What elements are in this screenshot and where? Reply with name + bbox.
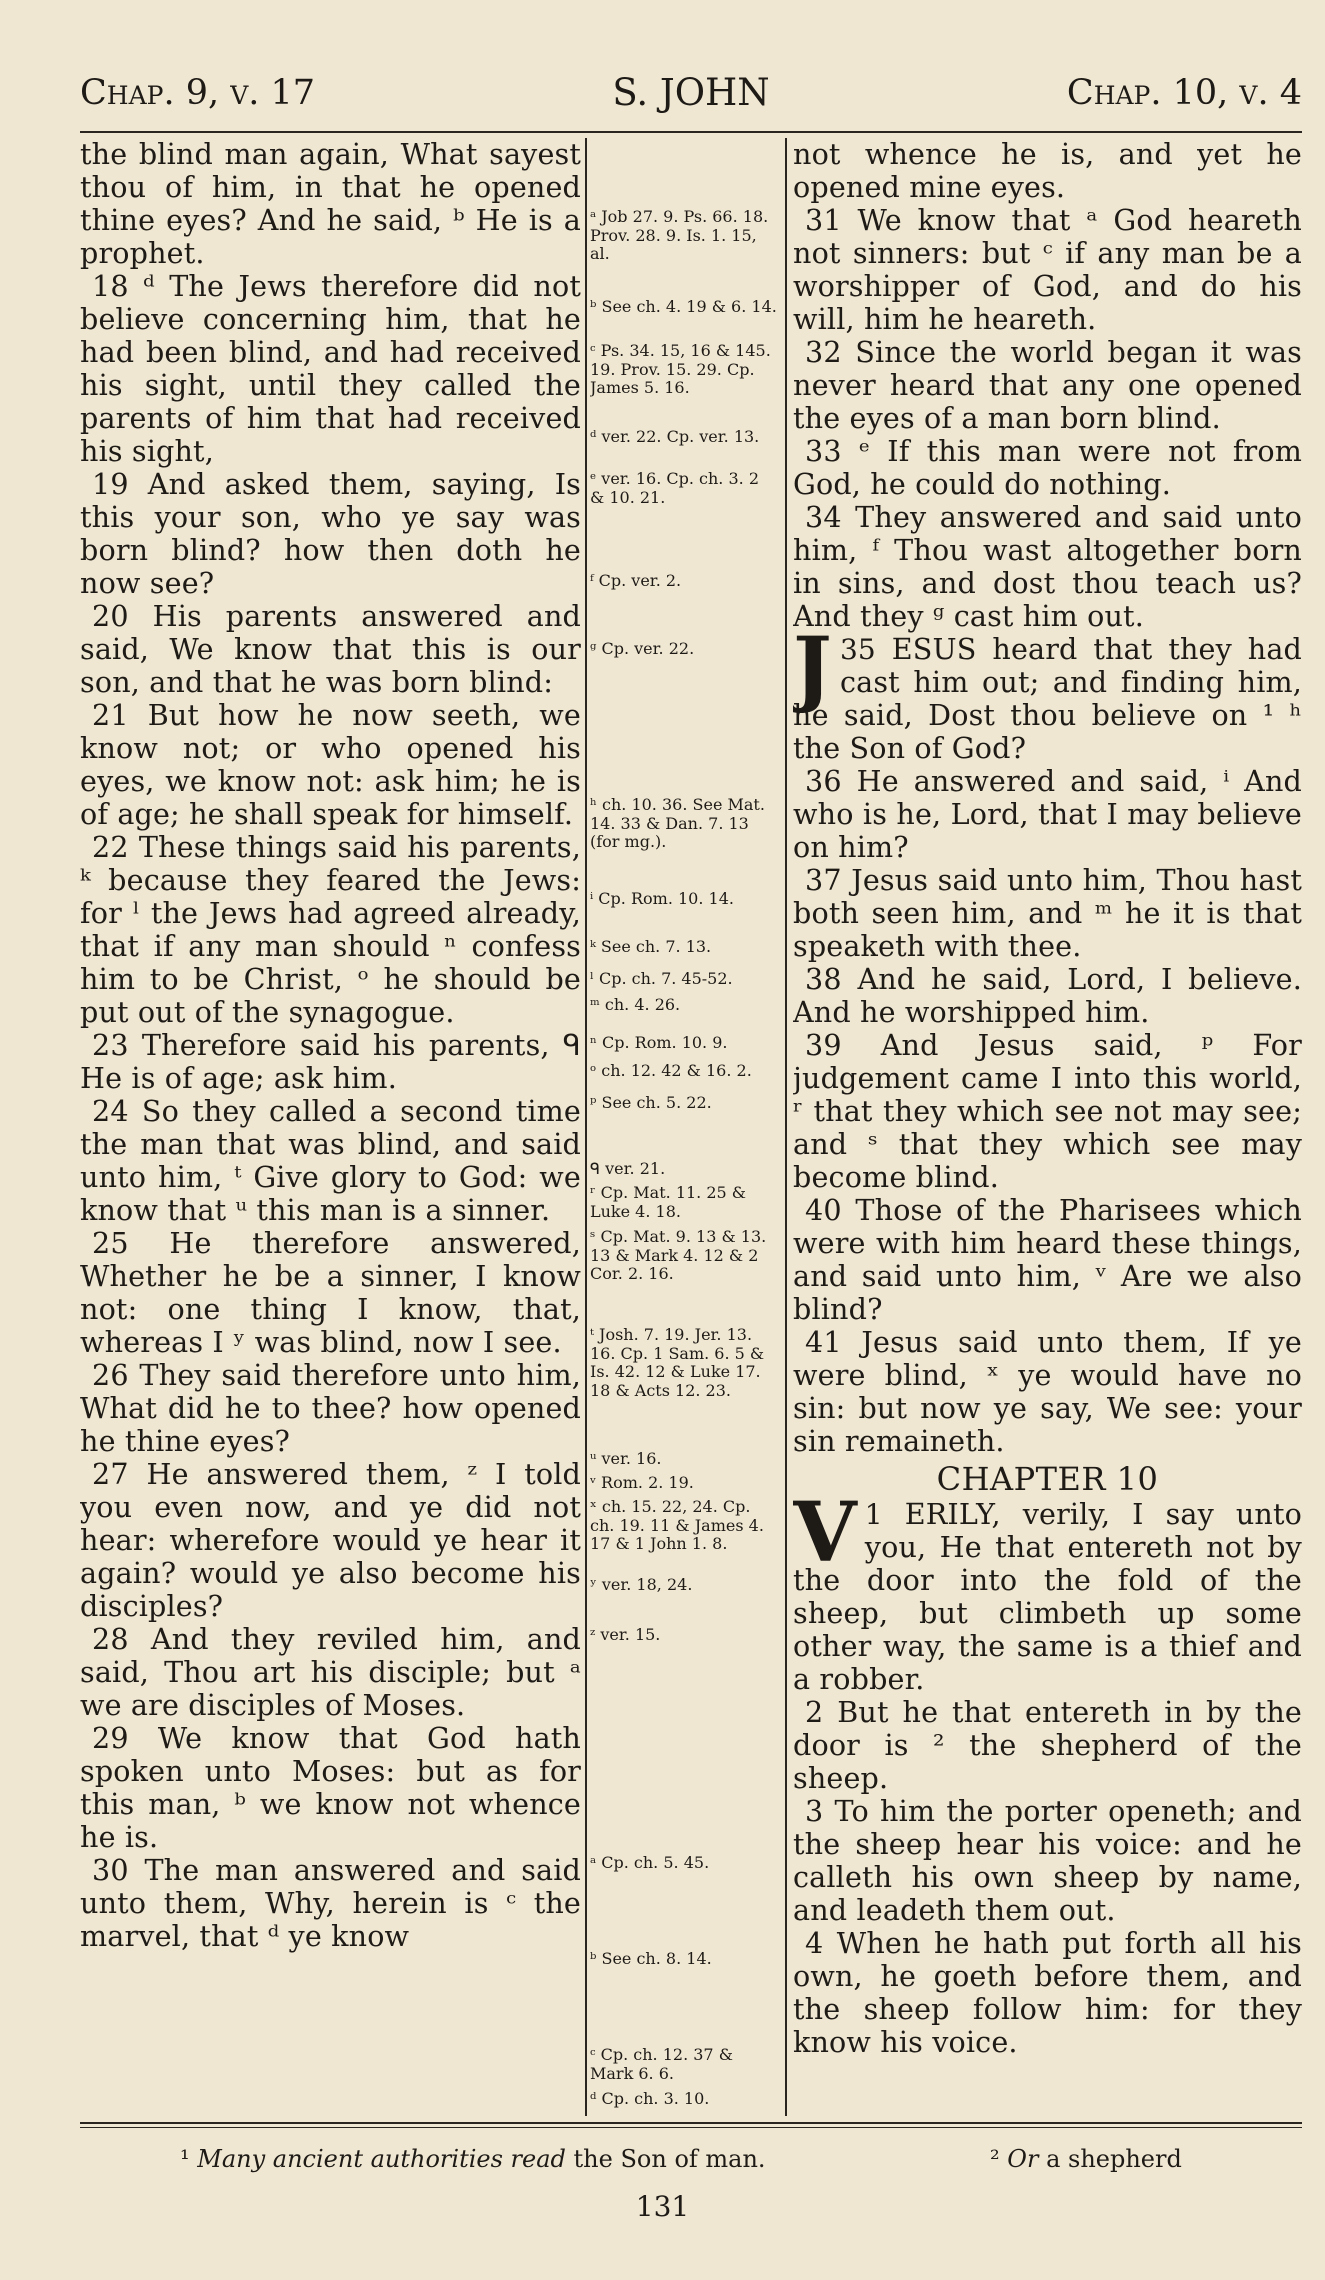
header-rule bbox=[80, 131, 1302, 133]
verse-paragraph: 39 And Jesus said, ᵖ For judgement came I into this world, ʳ that they which see not may see; and ˢ that they which see may become blind. bbox=[793, 1028, 1302, 1194]
footer-rule bbox=[80, 2122, 1302, 2124]
running-header bbox=[80, 70, 1302, 122]
verse-paragraph: 18 ᵈ The Jews therefore did not believe concerning him, that he had been blind, and had received his sight, until they called the parents of him that had received his sight, bbox=[80, 269, 581, 468]
margin-note: ᵘ ver. 16. bbox=[590, 1449, 662, 1468]
footnote-text: a shepherd bbox=[1046, 2145, 1182, 2173]
verse-number: 35 bbox=[839, 633, 876, 666]
margin-note: ᵈ ver. 22. Cp. ver. 13. bbox=[590, 427, 760, 446]
footnote-marker: ² bbox=[990, 2145, 1000, 2173]
footnote-italic-text: Many ancient authorities read bbox=[197, 2145, 566, 2173]
margin-note: ˢ Cp. Mat. 9. 13 & 13. 13 & Mark 4. 12 & 2 Cor. 2. 16. bbox=[590, 1227, 767, 1283]
verse-paragraph: 32 Since the world began it was never heard that any one opened the eyes of a man born blind. bbox=[793, 335, 1302, 435]
chapter-10-verse-1-paragraph bbox=[793, 1485, 1302, 1696]
margin-note: ˣ ch. 15. 22, 24. Cp. ch. 19. 11 & James 4. 17 & 1 John 1. 8. bbox=[590, 1497, 764, 1553]
margin-note: ᶻ ver. 15. bbox=[590, 1625, 661, 1644]
margin-note: ᶜ Cp. ch. 12. 37 & Mark 6. 6. bbox=[590, 2045, 733, 2083]
margin-note: ᵃ Job 27. 9. Ps. 66. 18. Prov. 28. 9. Is. 1. 15, al. bbox=[590, 207, 769, 263]
verse-paragraph: 19 And asked them, saying, Is this your son, who ye say was born blind? how then doth he now see? bbox=[80, 467, 581, 600]
margin-note: ᵃ Cp. ch. 5. 45. bbox=[590, 1853, 710, 1872]
cross-reference-column bbox=[590, 138, 780, 2116]
margin-note: ᵒ ch. 12. 42 & 16. 2. bbox=[590, 1061, 752, 1080]
verse-paragraph: 24 So they called a second time the man that was blind, and said unto him, ᵗ Give glory to God: we know that ᵘ this man is a sinner. bbox=[80, 1094, 581, 1227]
column-divider-left bbox=[585, 138, 587, 2116]
verse-paragraph: 37 Jesus said unto him, Thou hast both seen him, and ᵐ he it is that speaketh with thee. bbox=[793, 863, 1302, 963]
drop-cap-letter: V bbox=[793, 1485, 857, 1581]
verse-paragraph: 25 He therefore answered, Whether he be a sinner, I know not: one thing I know, that, whereas I ʸ was blind, now I see. bbox=[80, 1226, 581, 1359]
margin-note: ᵇ See ch. 4. 19 & 6. 14. bbox=[590, 297, 777, 316]
header-left-reference: Chap. 9, v. 17 bbox=[80, 73, 316, 113]
verse-text: ERILY, verily, I say unto you, He that entereth not by the door into the fold of the sheep, but climbeth up some other way, the same is a thief and a robber. bbox=[793, 1497, 1302, 1696]
margin-note: ᶠ Cp. ver. 2. bbox=[590, 571, 682, 590]
verse-paragraph: 3 To him the porter openeth; and the sheep hear his voice: and he calleth his own sheep by name, and leadeth them out. bbox=[793, 1794, 1302, 1927]
verse-paragraph: 40 Those of the Pharisees which were with him heard these things, and said unto him, ᵛ Are we also blind? bbox=[793, 1193, 1302, 1326]
margin-note: ᶜ Ps. 34. 15, 16 & 145. 19. Prov. 15. 29. Cp. James 5. 16. bbox=[590, 341, 771, 397]
margin-note: ᵖ See ch. 5. 22. bbox=[590, 1093, 712, 1112]
footnote-text: the Son of man. bbox=[573, 2145, 766, 2173]
verse-paragraph: 26 They said therefore unto him, What did he to thee? how opened he thine eyes? bbox=[80, 1358, 581, 1458]
margin-note: ᵛ Rom. 2. 19. bbox=[590, 1473, 694, 1492]
right-text-column bbox=[793, 138, 1302, 2116]
verse-text: ESUS heard that they had cast him out; and finding him, he said, Dost thou believe on ¹ ʰ the Son of God? bbox=[793, 632, 1302, 765]
verse-paragraph: 23 Therefore said his parents, ᑫ He is of age; ask him. bbox=[80, 1028, 581, 1095]
verse-paragraph: 33 ᵉ If this man were not from God, he could do nothing. bbox=[793, 434, 1302, 501]
drop-cap-letter: J bbox=[793, 620, 832, 716]
margin-note: ˡ Cp. ch. 7. 45-52. bbox=[590, 969, 733, 988]
margin-note: ᵇ See ch. 8. 14. bbox=[590, 1949, 712, 1968]
margin-note: ⁱ Cp. Rom. 10. 14. bbox=[590, 889, 734, 908]
verse-35-paragraph bbox=[793, 620, 1302, 765]
verse-paragraph: 34 They answered and said unto him, ᶠ Thou wast altogether born in sins, and dost thou teach us? And they ᵍ cast him out. bbox=[793, 500, 1302, 633]
verse-paragraph: 30 The man answered and said unto them, Why, herein is ᶜ the marvel, that ᵈ ye know bbox=[80, 1853, 581, 1953]
margin-note: ᵏ See ch. 7. 13. bbox=[590, 937, 712, 956]
verse-paragraph: 36 He answered and said, ⁱ And who is he, Lord, that I may believe on him? bbox=[793, 764, 1302, 864]
footer-rule-thin bbox=[80, 2127, 1302, 2128]
page-number: 131 bbox=[635, 2190, 690, 2223]
verse-number: 1 bbox=[864, 1498, 883, 1531]
left-text-column bbox=[80, 138, 581, 2116]
footnote-marker: ¹ bbox=[180, 2145, 190, 2173]
verse-paragraph: 41 Jesus said unto them, If ye were blind, ˣ ye would have no sin: but now ye say, We see: your sin remaineth. bbox=[793, 1325, 1302, 1458]
verse-paragraph: 22 These things said his parents, ᵏ because they feared the Jews: for ˡ the Jews had agreed already, that if any man should ⁿ confess him to be Christ, ᵒ he should be put out of the synagogue. bbox=[80, 830, 581, 1029]
chapter-heading: CHAPTER 10 bbox=[936, 1460, 1159, 1498]
column-divider-right bbox=[785, 138, 787, 2116]
verse-paragraph: 20 His parents answered and said, We know that this is our son, and that he was born blind: bbox=[80, 599, 581, 699]
margin-note: ⁿ Cp. Rom. 10. 9. bbox=[590, 1033, 728, 1052]
margin-note: ʸ ver. 18, 24. bbox=[590, 1575, 693, 1594]
verse-paragraph: 4 When he hath put forth all his own, he goeth before them, and the sheep follow him: for they know his voice. bbox=[793, 1926, 1302, 2059]
verse-paragraph: 21 But how he now seeth, we know not; or who opened his eyes, we know not: ask him; he is of age; he shall speak for himself. bbox=[80, 698, 581, 831]
margin-note: ᵉ ver. 16. Cp. ch. 3. 2 & 10. 21. bbox=[590, 469, 760, 507]
margin-note: ᑫ ver. 21. bbox=[590, 1159, 666, 1178]
verse-paragraph: 38 And he said, Lord, I believe. And he worshipped him. bbox=[793, 962, 1302, 1029]
verse-paragraph: the blind man again, What sayest thou of him, in that he opened thine eyes? And he said, ᵇ He is a prophet. bbox=[80, 138, 581, 270]
footnote-2 bbox=[990, 2144, 1182, 2174]
header-right-reference: Chap. 10, v. 4 bbox=[1066, 73, 1302, 113]
footnote-italic-text: Or bbox=[1007, 2145, 1039, 2173]
verse-paragraph: 28 And they reviled him, and said, Thou art his disciple; but ᵃ we are disciples of Moses. bbox=[80, 1622, 581, 1722]
margin-note: ʰ ch. 10. 36. See Mat. 14. 33 & Dan. 7. 13 (for mg.). bbox=[590, 795, 765, 851]
verse-paragraph: 2 But he that entereth in by the door is ² the shepherd of the sheep. bbox=[793, 1695, 1302, 1795]
margin-note: ʳ Cp. Mat. 11. 25 & Luke 4. 18. bbox=[590, 1183, 747, 1221]
margin-note: ᵐ ch. 4. 26. bbox=[590, 995, 681, 1014]
margin-note: ᵈ Cp. ch. 3. 10. bbox=[590, 2089, 710, 2108]
margin-note: ᵍ Cp. ver. 22. bbox=[590, 639, 695, 658]
verse-paragraph: 31 We know that ᵃ God heareth not sinners: but ᶜ if any man be a worshipper of God, and do his will, him he heareth. bbox=[793, 203, 1302, 336]
verse-paragraph: 27 He answered them, ᶻ I told you even now, and ye did not hear: wherefore would ye hear it again? would ye also become his disciples? bbox=[80, 1457, 581, 1623]
footnote-1 bbox=[180, 2144, 766, 2174]
margin-note: ᵗ Josh. 7. 19. Jer. 13. 16. Cp. 1 Sam. 6. 5 & Is. 42. 12 & Luke 17. 18 & Acts 12. 23. bbox=[590, 1325, 765, 1400]
verse-paragraph: not whence he is, and yet he opened mine eyes. bbox=[793, 138, 1302, 204]
book-title: S. JOHN bbox=[612, 71, 770, 114]
verse-paragraph: 29 We know that God hath spoken unto Moses: but as for this man, ᵇ we know not whence he is. bbox=[80, 1721, 581, 1854]
